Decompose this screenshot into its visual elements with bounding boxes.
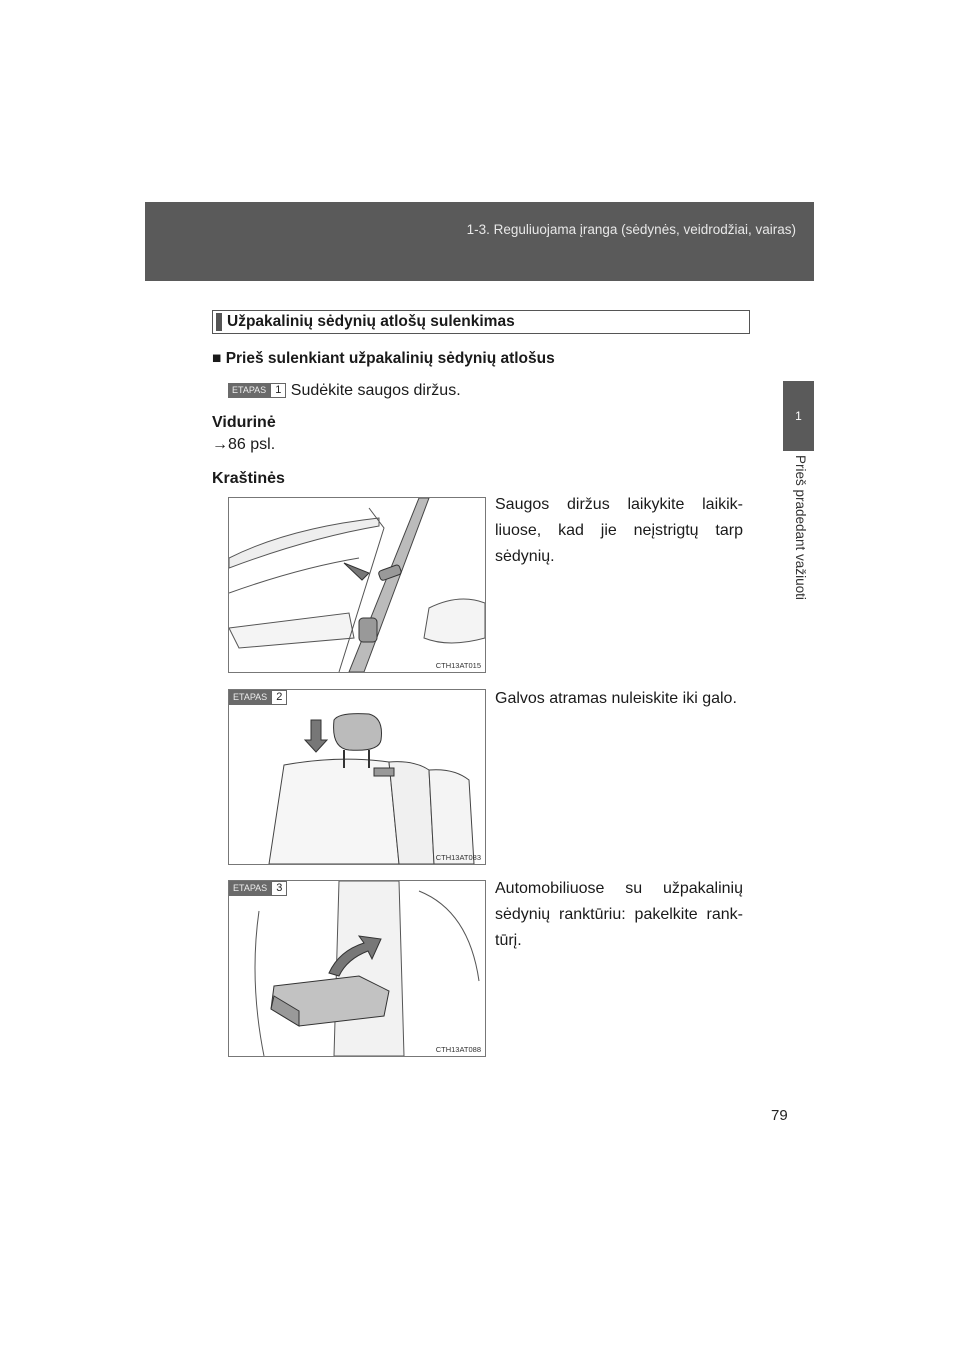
- figure-armrest: [228, 880, 486, 1057]
- step-2-text: Galvos atramas nuleiskite iki galo.: [495, 690, 737, 707]
- step-1-row: [228, 378, 461, 403]
- header-title: 1-3. Reguliuojama įranga (sėdynės, veidrodžiai, vairas): [466, 222, 796, 237]
- figure-code: CTH13AT015: [435, 661, 481, 670]
- header-band: [145, 202, 814, 281]
- step-badge: [229, 690, 287, 705]
- step-badge-number: 2: [271, 690, 287, 705]
- seatbelt-illustration: [229, 498, 485, 672]
- step-3-text: Automobiliuose su užpakalinių sėdynių ranktūriu: pakelkite rank-tūrį.: [495, 880, 743, 949]
- chapter-tab[interactable]: 1: [783, 381, 814, 451]
- figure-headrest: [228, 689, 486, 865]
- figure-code: CTH13AT083: [435, 853, 481, 862]
- figure-seatbelt-holder: [228, 497, 486, 673]
- page-number: 79: [771, 1107, 788, 1124]
- step-badge-label: ETAPAS: [229, 690, 271, 705]
- sides-label: Kraštinės: [212, 470, 285, 487]
- chapter-label: Prieš pradedant važiuoti: [793, 455, 808, 600]
- step-badge-label: ETAPAS: [229, 881, 271, 896]
- figure-code: CTH13AT088: [435, 1045, 481, 1054]
- armrest-illustration: [229, 881, 485, 1056]
- step-badge: [228, 383, 286, 398]
- step-badge: [229, 881, 287, 896]
- step-badge-label: ETAPAS: [228, 383, 270, 398]
- square-bullet-icon: ■: [212, 350, 222, 367]
- middle-ref[interactable]: →86 psl.: [212, 436, 276, 453]
- step-badge-number: 1: [270, 383, 286, 398]
- middle-label: Vidurinė: [212, 414, 276, 431]
- subheading-text: Prieš sulenkiant užpakalinių sėdynių atlošus: [225, 350, 555, 367]
- headrest-illustration: [229, 690, 485, 864]
- sides-text: Saugos diržus laikykite laikik-liuose, kad jie neįstrigtų tarp sėdynių.: [495, 496, 743, 565]
- step-badge-number: 3: [271, 881, 287, 896]
- subheading: [212, 350, 555, 368]
- section-title: Užpakalinių sėdynių atlošų sulenkimas: [212, 310, 750, 334]
- step-1-text: Sudėkite saugos diržus.: [290, 382, 461, 399]
